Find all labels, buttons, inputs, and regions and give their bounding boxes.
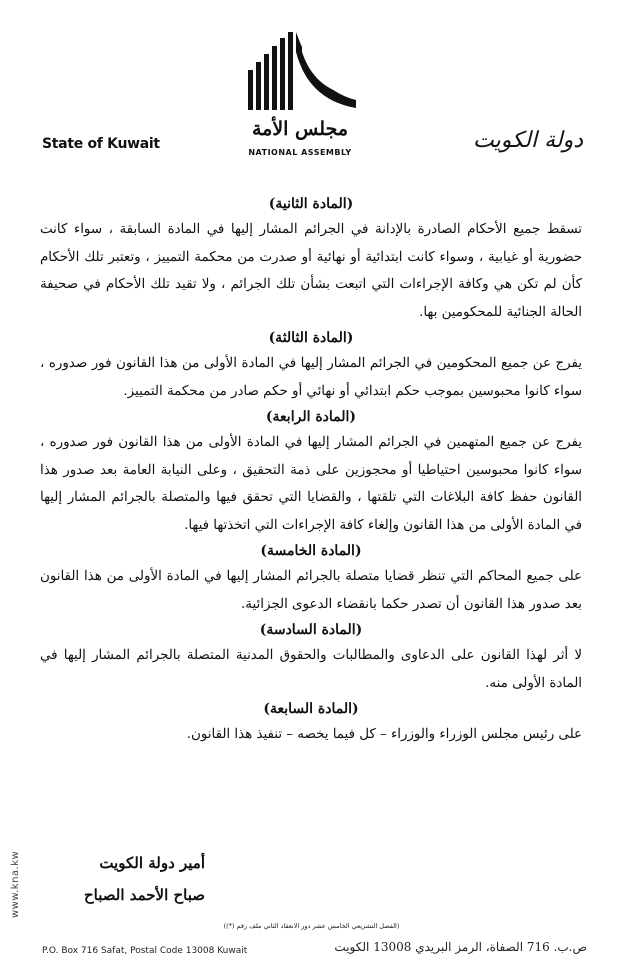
side-website-url: www.kna.kw: [10, 850, 21, 918]
signature-block: [84, 847, 205, 911]
footer-address-arabic: ص.ب. 716 الصفاة، الرمز البريدي 13008 الكويت: [334, 940, 587, 954]
signature-title: أمير دولة الكويت: [99, 854, 205, 872]
article-4: [40, 405, 582, 539]
national-assembly-logo: [240, 30, 360, 155]
logo-arabic-text: مجلس الأمة: [251, 118, 349, 140]
logo-english-text: NATIONAL ASSEMBLY: [248, 148, 352, 157]
signature-name: صباح الأحمد الصباح: [83, 886, 205, 904]
article-7: [40, 697, 582, 749]
article-6: [40, 618, 582, 697]
article-heading: (المادة الثالثة): [268, 330, 354, 346]
footer-address-english: P.O. Box 716 Safat, Postal Code 13008 Kuwait: [42, 946, 248, 956]
law-articles: [40, 192, 582, 749]
bottom-file-note: (الفصل التشريعي الخامس عشر دور الانعقاد الثاني ملف رقم (*)): [223, 922, 400, 930]
article-heading: (المادة الرابعة): [265, 409, 357, 425]
article-text: لا أثر لهذا القانون على الدعاوى والمطالبات والحقوق المدنية المتصلة بالجرائم المشار إليها في المادة الأولى منه.: [40, 648, 582, 691]
national-assembly-emblem-icon: [240, 30, 360, 120]
article-text: تسقط جميع الأحكام الصادرة بالإدانة في الجرائم المشار إليها في المادة السابقة ، سواء كانت حضورية أو غيابية ، وسواء كانت ابتدائية أو نهائية أو صدرت من محكمة التمييز ، وتعتبر تلك الأحكام كأن لم تكن هي وكافة الإجراءات التي اتبعت بشأن تلك الجرائم ، ولا تقيد تلك الأحكام في صحيفة الحالة الجنائية للمحكومين بها.: [40, 222, 582, 320]
article-text: على جميع المحاكم التي تنظر قضايا متصلة بالجرائم المشار إليها في المادة الأولى من هذا القانون بعد صدور هذا القانون أن تصدر حكما بانقضاء الدعوى الجزائية.: [40, 569, 582, 612]
article-heading: (المادة الخامسة): [260, 543, 362, 559]
article-text: يفرج عن جميع المحكومين في الجرائم المشار إليها في المادة الأولى من هذا القانون فور صدوره ، سواء كانوا محبوسين بموجب حكم ابتدائي أو نهائي أو حكم صادر من محكمة التمييز.: [40, 356, 582, 399]
article-text: يفرج عن جميع المتهمين في الجرائم المشار إليها في المادة الأولى من هذا القانون فور صدوره ، سواء كانوا محبوسين احتياطيا أو محجوزين على ذمة التحقيق ، وعلى النيابة العامة بعد صدور هذا القانون حفظ كافة البلاغات التي تلقتها ، والقضايا التي تحقق فيها والمتصلة بالجرائم المشار إليها في المادة الأولى من هذا القانون وإلغاء كافة الإجراءات التي اتخذتها فيها.: [40, 435, 582, 533]
state-of-kuwait-arabic: دولة الكويت: [473, 128, 583, 153]
article-text: على رئيس مجلس الوزراء والوزراء – كل فيما يخصه – تنفيذ هذا القانون.: [186, 727, 582, 742]
article-heading: (المادة السابعة): [263, 701, 359, 717]
article-2: [40, 192, 582, 326]
article-heading: (المادة السادسة): [259, 622, 363, 638]
state-of-kuwait-english: State of Kuwait: [42, 136, 160, 152]
article-3: [40, 326, 582, 405]
article-heading: (المادة الثانية): [268, 196, 354, 212]
article-5: [40, 539, 582, 618]
